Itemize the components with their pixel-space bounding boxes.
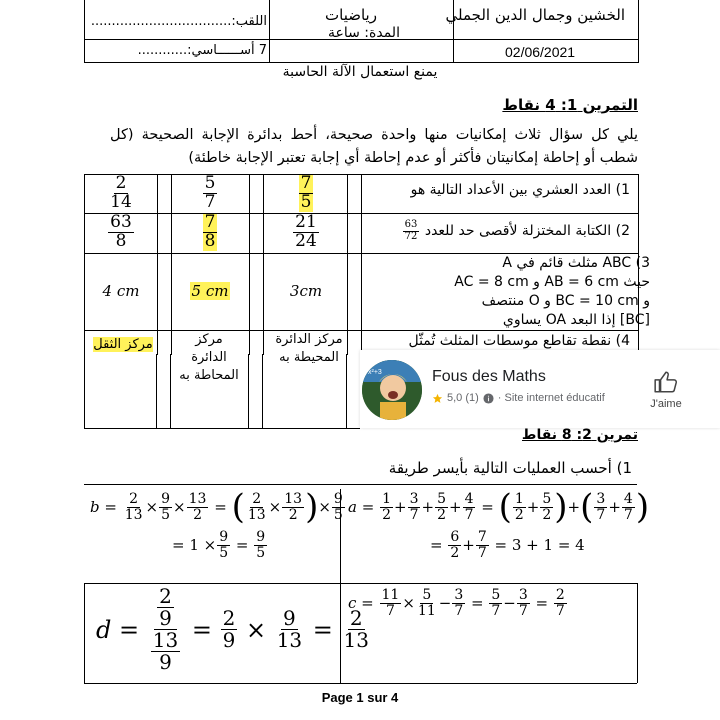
q2-option-a[interactable]: $\frac{63}{8}$ [110, 212, 132, 251]
expression-a-line2: = $\frac{6}{2}$ + $\frac{7}{7}$ = 3 + 1 = 4 [430, 529, 585, 561]
avatar[interactable] [362, 360, 422, 420]
expression-d: d = $\frac{\frac{2}{9}}{\frac{13}{9}}$ = $\frac{2}{9}$ × $\frac{9}{13}$ = $\frac{2}{13}$ [96, 584, 369, 674]
calculator-note: يمنع استعمال الآلة الحاسبة [282, 64, 438, 80]
like-button[interactable] [644, 370, 688, 410]
q4-option-c[interactable]: مركز الدائرة المحيطة به [275, 332, 343, 365]
expression-b-line2: = 1 × $\frac{9}{5}$ = $\frac{9}{5}$ [172, 529, 266, 561]
page-title[interactable]: Fous des Maths [432, 368, 546, 385]
school-names: الخشين وجمال الدين الجملي [445, 6, 625, 24]
q3-option-c[interactable]: 3cm [289, 282, 323, 300]
q1-option-c[interactable]: $\frac{7}{5}$ [300, 173, 312, 212]
q3-option-b[interactable]: 5 cm [191, 282, 229, 300]
rating-row [432, 392, 605, 404]
page-number: Page 1 sur 4 [321, 690, 399, 705]
q2-text: 2) الكتابة المختزلة لأقصى حد للعدد $\frac{63}{72}$ [404, 219, 630, 242]
subject: رياضيات [325, 6, 377, 24]
star-icon [432, 393, 443, 404]
like-label: J'aime [650, 398, 682, 410]
exam-date: 02/06/2021 [505, 44, 576, 60]
q1-option-b[interactable]: $\frac{5}{7}$ [204, 173, 216, 212]
exercise1-title: التمرين 1: 4 نقاط [502, 96, 638, 114]
expression-b-line1: b = $\frac{2}{13}$ × $\frac{9}{5}$ × $\frac{13}{2}$ = ( $\frac{2}{13}$ × $\frac{13}{2}$ ) × $\frac{9}{5}$ [90, 487, 343, 527]
q1-option-a[interactable]: $\frac{2}{14}$ [110, 173, 132, 212]
exercise2-title: تمرين 2: 8 نقاط [521, 427, 638, 443]
expression-a-line1: a = $\frac{1}{2}$ + $\frac{3}{7}$ + $\frac{5}{2}$ + $\frac{4}{7}$ = ( $\frac{1}{2}$ + $\frac{5}{2}$ ) + ( $\frac{3}{7}$ + $\frac{4}{7}$ ) [348, 487, 650, 527]
duration: المدة: ساعة [328, 25, 400, 41]
page-card-overlay[interactable] [360, 350, 720, 428]
exercise1-instructions: يلي كل سؤال ثلاث إمكانيات منها واحدة صحيحة، أحط بدائرة الإجابة الصحيحة (كل شطب أو إحاطة إمكانيتان فأكثر أو عدم إحاطة أي إجابة تعتبر الإجابة خاطئة) [110, 127, 638, 166]
grade-field: 7 أســــــاسي:............ [137, 43, 267, 58]
q4-text: 4) نقطة تقاطع موسطات المثلث تُمثّل [408, 333, 630, 349]
name-field: اللقب:.................................. [90, 14, 267, 29]
expression-c: c = $\frac{11}{7}$ × $\frac{5}{11}$ − $\frac{3}{7}$ = $\frac{5}{7}$ − $\frac{3}{7}$ = $\frac{2}{7}$ [348, 587, 565, 619]
q3-text: 3) ABC مثلث قائم في A حيث AB = 6 cm و AC = 8 cm و BC = 10 cm و O منتصف [BC] إذا البعد OA يساوي [454, 255, 650, 328]
q3-option-a[interactable]: 4 cm [102, 282, 140, 300]
q1-text: 1) العدد العشري بين الأعداد التالية هو [410, 182, 630, 198]
exercise2-q1: 1) أحسب العمليات التالية بأيسر طريقة [388, 459, 632, 477]
q4-option-b[interactable]: مركز الدائرة المحاطة به [179, 332, 239, 383]
q2-option-c[interactable]: $\frac{21}{24}$ [295, 212, 317, 251]
rating-value: 5,0 (1) [447, 392, 479, 404]
svg-text:x²+3: x²+3 [368, 369, 382, 376]
q2-option-b[interactable]: $\frac{7}{8}$ [204, 212, 216, 251]
q4-option-a[interactable]: مركز الثقل [93, 337, 153, 352]
info-icon[interactable] [483, 393, 494, 404]
thumbs-up-icon [653, 370, 679, 394]
page-category: · Site internet éducatif [497, 392, 605, 404]
